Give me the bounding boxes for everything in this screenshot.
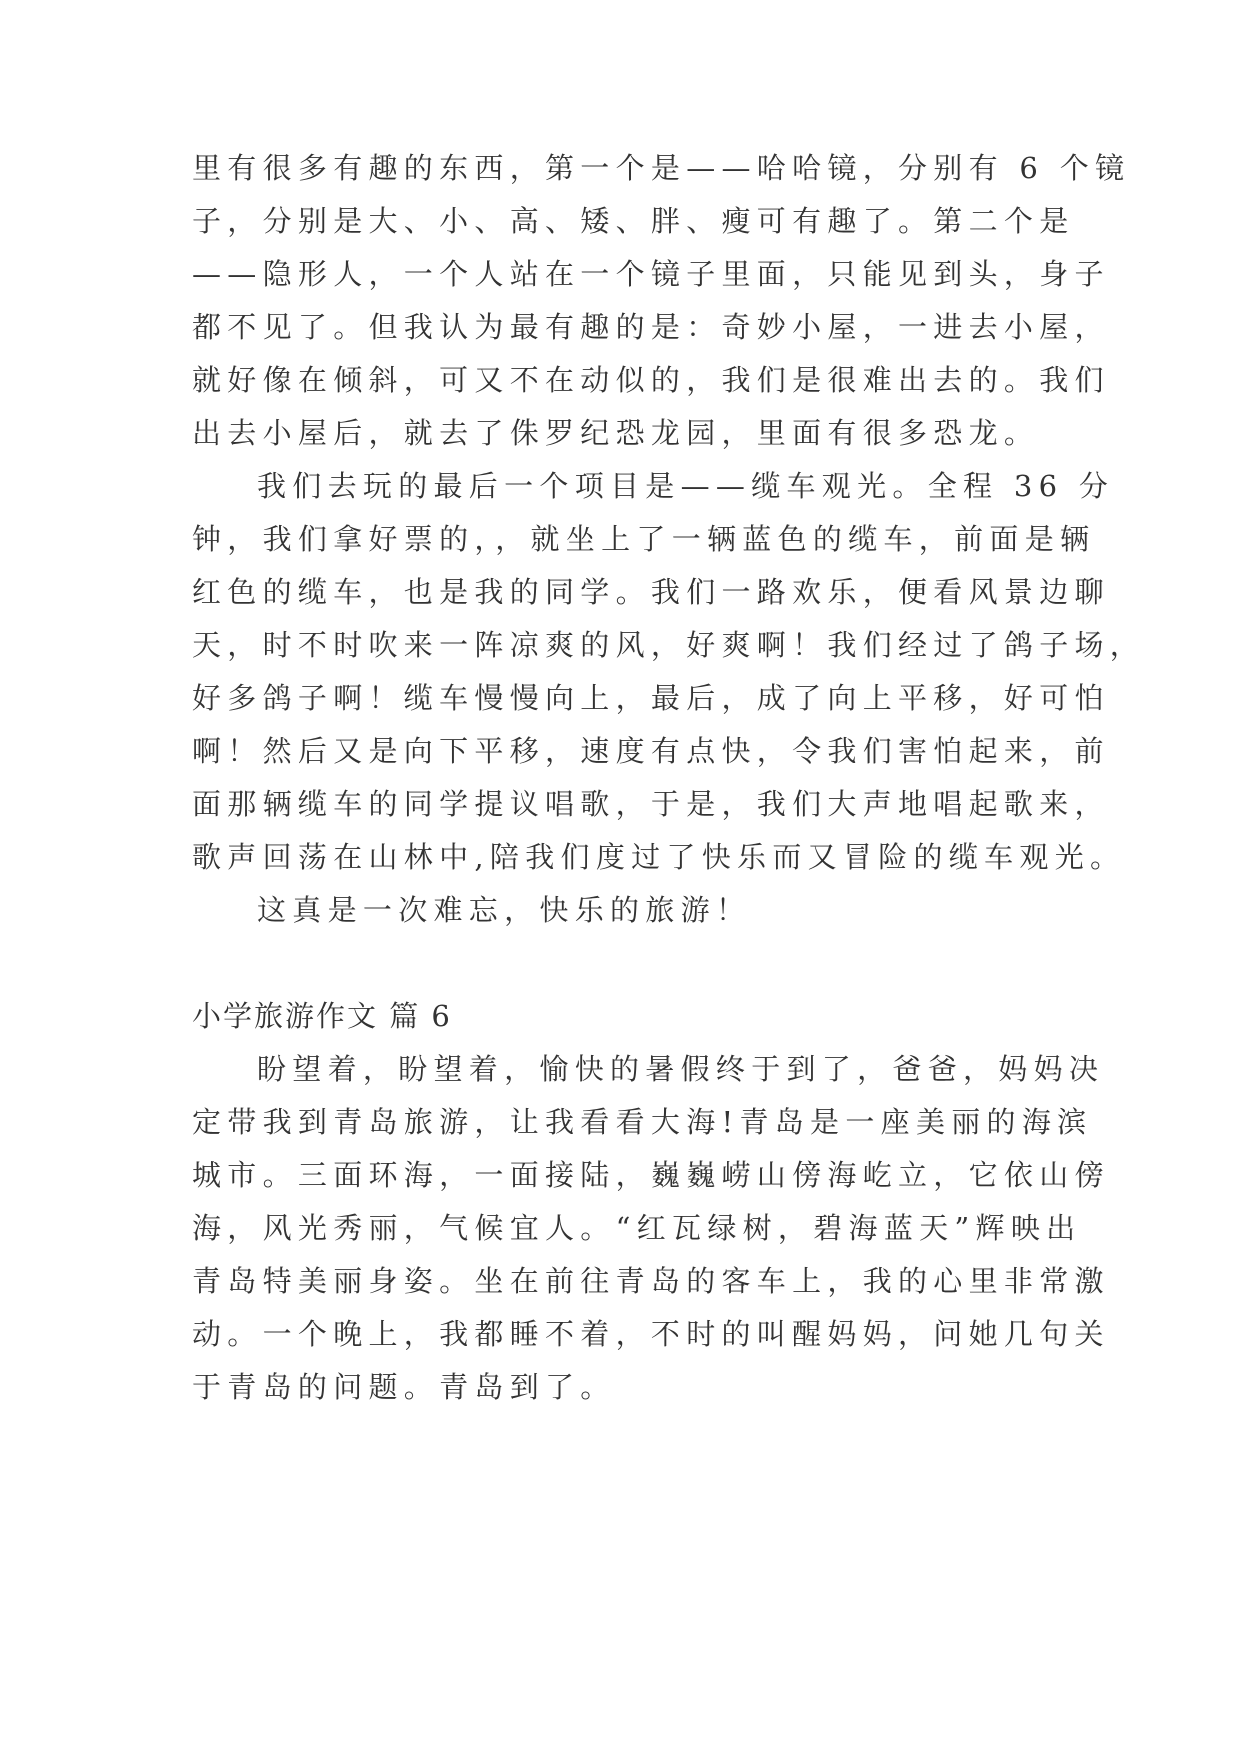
paragraph-line: 盼望着，盼望着，愉快的暑假终于到了，爸爸，妈妈决 [257,1052,1105,1086]
paragraph-line: 天，时不时吹来一阵凉爽的风，好爽啊！我们经过了鸽子场， [192,628,1146,662]
paragraph-line: 就好像在倾斜，可又不在动似的，我们是很难出去的。我们 [192,363,1110,397]
paragraph-line: 城市。三面环海，一面接陆，巍巍崂山傍海屹立，它依山傍 [192,1158,1110,1192]
paragraph-line: 啊！然后又是向下平移，速度有点快，令我们害怕起来，前 [192,734,1110,768]
paragraph-line: 里有很多有趣的东西，第一个是——哈哈镜，分别有 6 个镜 [192,151,1131,185]
paragraph-line: 子，分别是大、小、高、矮、胖、瘦可有趣了。第二个是 [192,204,1075,238]
paragraph-line: 这真是一次难忘，快乐的旅游！ [257,893,752,927]
paragraph-line: 面那辆缆车的同学提议唱歌，于是，我们大声地唱起歌来， [192,787,1110,821]
paragraph-line: 好多鸽子啊！缆车慢慢向上，最后，成了向上平移，好可怕 [192,681,1110,715]
paragraph-line: 钟，我们拿好票的，，就坐上了一辆蓝色的缆车，前面是辆 [192,522,1096,556]
paragraph-line: ——隐形人，一个人站在一个镜子里面，只能见到头，身子 [192,257,1110,291]
paragraph-line: 动。一个晚上，我都睡不着，不时的叫醒妈妈，问她几句关 [192,1317,1110,1351]
paragraph-line: 都不见了。但我认为最有趣的是：奇妙小屋，一进去小屋， [192,310,1110,344]
paragraph-line: 红色的缆车，也是我的同学。我们一路欢乐，便看风景边聊 [192,575,1110,609]
section-heading: 小学旅游作文 篇 6 [192,999,452,1033]
paragraph-line: 于青岛的问题。青岛到了。 [192,1370,616,1404]
paragraph-line: 歌声回荡在山林中,陪我们度过了快乐而又冒险的缆车观光。 [192,840,1126,874]
paragraph-line: 我们去玩的最后一个项目是——缆车观光。全程 36 分 [257,469,1115,503]
paragraph-line: 海，风光秀丽，气候宜人。“红瓦绿树，碧海蓝天”辉映出 [192,1211,1082,1245]
paragraph-line: 出去小屋后，就去了侏罗纪恐龙园，里面有很多恐龙。 [192,416,1040,450]
paragraph-line: 定带我到青岛旅游，让我看看大海!青岛是一座美丽的海滨 [192,1105,1093,1139]
paragraph-line: 青岛特美丽身姿。坐在前往青岛的客车上，我的心里非常激 [192,1264,1110,1298]
